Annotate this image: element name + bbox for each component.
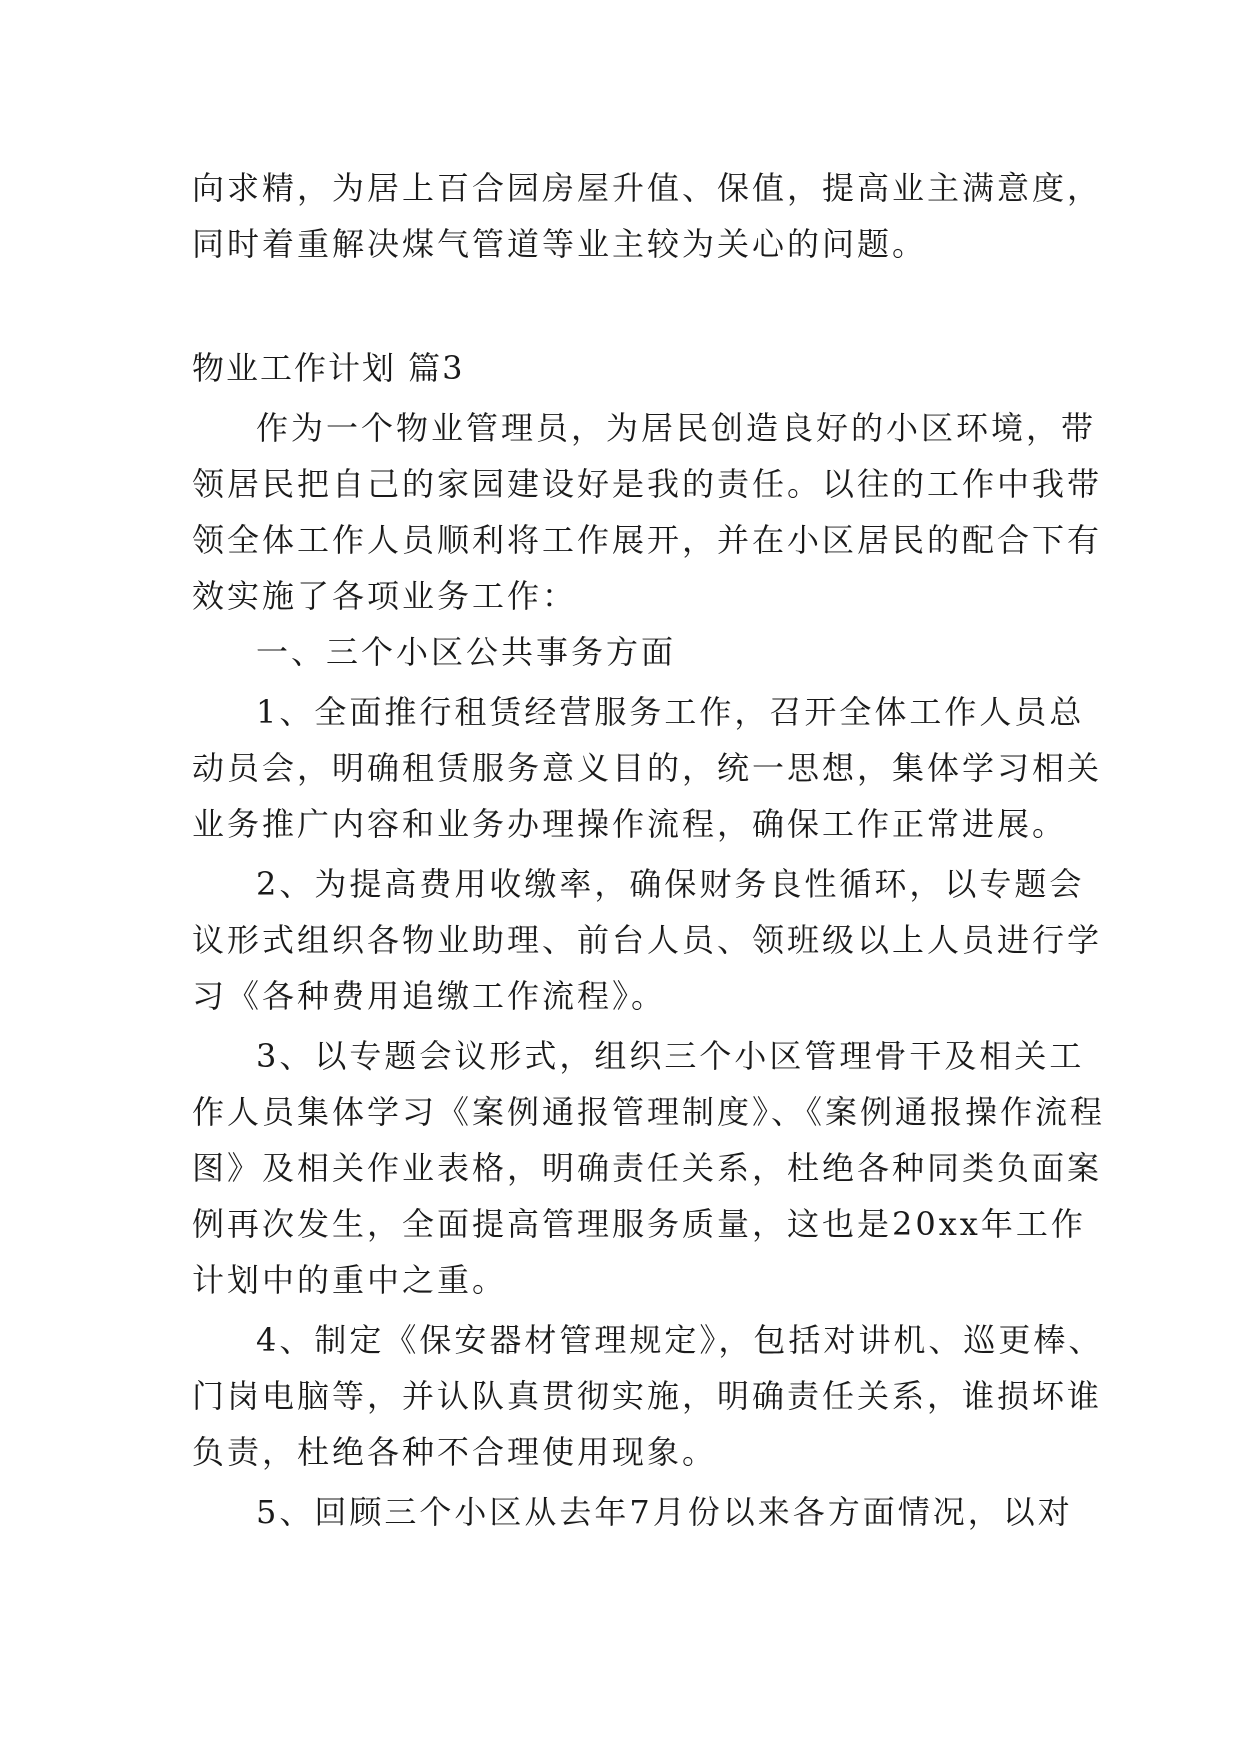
paragraph-line: 效实施了各项业务工作：	[192, 577, 578, 615]
paragraph-line: 图》及相关作业表格，明确责任关系，杜绝各种同类负面案	[192, 1149, 1103, 1187]
paragraph-line: 作人员集体学习《案例通报管理制度》、《案例通报操作流程	[192, 1093, 1106, 1131]
paragraph-line: 3、以专题会议形式，组织三个小区管理骨干及相关工	[256, 1037, 1085, 1075]
paragraph-line: 业务推广内容和业务办理操作流程，确保工作正常进展。	[192, 805, 1068, 843]
paragraph-line: 门岗电脑等，并认队真贯彻实施，明确责任关系，谁损坏谁	[192, 1377, 1103, 1415]
paragraph-line: 作为一个物业管理员，为居民创造良好的小区环境，带	[256, 409, 1097, 447]
paragraph-line: 领全体工作人员顺利将工作展开，并在小区居民的配合下有	[192, 521, 1103, 559]
section-title: 物业工作计划 篇3	[192, 349, 465, 387]
paragraph-line: 计划中的重中之重。	[192, 1261, 508, 1299]
paragraph-line: 例再次发生，全面提高管理服务质量，这也是20xx年工作	[192, 1205, 1086, 1243]
intro-line: 向求精，为居上百合园房屋升值、保值，提高业主满意度，	[192, 169, 1103, 207]
paragraph-line: 议形式组织各物业助理、前台人员、领班级以上人员进行学	[192, 921, 1103, 959]
paragraph-line: 领居民把自己的家园建设好是我的责任。以往的工作中我带	[192, 465, 1103, 503]
paragraph-line: 2、为提高费用收缴率，确保财务良性循环，以专题会	[256, 865, 1085, 903]
paragraph-line: 1、全面推行租赁经营服务工作，召开全体工作人员总	[256, 693, 1085, 731]
paragraph-line: 负责，杜绝各种不合理使用现象。	[192, 1433, 718, 1471]
paragraph-line: 习《各种费用追缴工作流程》。	[192, 977, 667, 1015]
paragraph-line: 4、制定《保安器材管理规定》，包括对讲机、巡更棒、	[256, 1321, 1104, 1359]
paragraph-line: 5、回顾三个小区从去年7月份以来各方面情况，以对	[256, 1493, 1073, 1531]
intro-line: 同时着重解决煤气管道等业主较为关心的问题。	[192, 225, 928, 263]
paragraph-line: 动员会，明确租赁服务意义目的，统一思想，集体学习相关	[192, 749, 1103, 787]
subheading: 一、三个小区公共事务方面	[256, 633, 677, 671]
